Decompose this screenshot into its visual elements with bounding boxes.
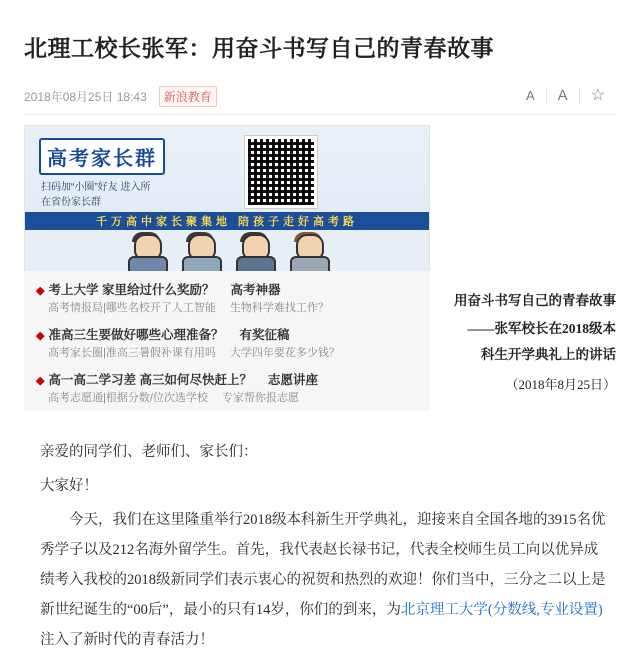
speech-heading-line-3: 科生开学典礼上的讲话	[481, 347, 616, 362]
illustration-person	[180, 232, 220, 272]
related-sub-right[interactable]: 专家帮你报志愿	[221, 392, 299, 404]
qr-code-icon	[245, 136, 317, 208]
article-body	[40, 437, 610, 659]
link-majors[interactable]: 专业设置	[539, 602, 598, 618]
related-sub-left[interactable]: 高考情报局|	[48, 302, 106, 314]
related-headline	[36, 371, 418, 390]
promo-title: 高考家长群	[39, 138, 165, 175]
link-comma: ,	[536, 602, 540, 618]
source-badge[interactable]: 新浪教育	[159, 86, 217, 107]
related-sub-left[interactable]: 高考志愿通|	[48, 392, 106, 404]
illustration-person	[234, 232, 274, 272]
speech-heading-line-1: 用奋斗书写自己的青春故事	[454, 293, 616, 308]
related-item	[36, 326, 418, 362]
promo-illustration	[25, 230, 429, 272]
speech-heading-line-2: ——张军校长在2018级本	[467, 321, 616, 336]
promo-subtitle: 扫码加“小圈”好友 进入所在省份家长群	[41, 182, 151, 208]
related-subline	[36, 300, 418, 317]
related-item	[36, 281, 418, 317]
related-sub-right[interactable]: 生物科学难找工作？	[229, 302, 329, 314]
related-sub-right[interactable]: 大学四年要花多少钱？	[229, 347, 340, 359]
font-size-large-button[interactable]: A	[557, 87, 568, 104]
related-headline-left[interactable]: 准高三生要做好哪些心理准备？	[48, 328, 224, 342]
body-paragraph-1	[40, 505, 610, 655]
related-sub-mid[interactable]: 哪些名校开了人工智能	[105, 302, 216, 314]
bullet-icon: ◆	[36, 330, 45, 342]
illustration-person	[288, 232, 328, 272]
related-headline-right[interactable]: 有奖征稿	[239, 328, 290, 342]
speech-heading	[440, 286, 616, 402]
body-paragraph-1-text-b: 注入了新时代的青春活力！	[40, 632, 214, 648]
page-title: 北理工校长张军：用奋斗书写自己的青春故事	[24, 35, 494, 62]
link-paren-close: )	[597, 602, 603, 618]
related-links-box	[24, 271, 430, 411]
promo-banner[interactable]	[24, 125, 430, 271]
favorite-star-icon[interactable]: ☆	[590, 87, 605, 104]
body-greeting: 大家好！	[40, 478, 98, 494]
related-headline-left[interactable]: 考上大学 家里给过什么奖励？	[48, 283, 215, 297]
bullet-icon: ◆	[36, 285, 45, 297]
related-subline	[36, 390, 418, 407]
font-size-small-button[interactable]: A	[525, 88, 535, 103]
article-tools	[515, 87, 616, 105]
related-sub-left[interactable]: 高考家长圈|	[48, 347, 106, 359]
link-score-line[interactable]: 分数线	[492, 602, 537, 618]
related-headline-right[interactable]: 高考神器	[230, 283, 281, 297]
link-beijing-institute-of-technology[interactable]: 北京理工大学	[400, 602, 488, 618]
publish-date: 2018年08月25日 18:43	[24, 89, 147, 104]
related-headline-left[interactable]: 高一高二学习差 高三如何尽快赶上？	[48, 373, 252, 387]
related-headline	[36, 326, 418, 345]
link-paren-open: (	[487, 602, 493, 618]
body-salutation: 亲爱的同学们、老师们、家长们：	[40, 444, 258, 460]
body-paragraph-1-text-a: 今天，我们在这里隆重举行2018级本科新生开学典礼，迎接来自全国各地的3915名优秀学子以及212名海外留学生。首先，我代表赵长禄书记，代表全校师生员工向以优异成绩考入我校的2018级新同学们表示衷心的祝贺和热烈的欢迎！你们当中，三分之二以上是新世纪诞生的“00后”，最小的只有14岁，你们的到来，为	[40, 512, 606, 618]
related-sub-mid[interactable]: 根据分数/位次选学校	[105, 392, 208, 404]
related-item	[36, 371, 418, 407]
article-meta-row	[24, 78, 616, 115]
related-headline	[36, 281, 418, 300]
related-subline	[36, 345, 418, 362]
related-sub-mid[interactable]: 准高三暑假补课有用吗	[105, 347, 216, 359]
promo-strip-text: 千万高中家长聚集地 陪孩子走好高考路	[25, 212, 429, 230]
speech-heading-date: （2018年8月25日）	[505, 377, 616, 392]
illustration-person	[126, 232, 166, 272]
related-headline-right[interactable]: 志愿讲座	[267, 373, 318, 387]
bullet-icon: ◆	[36, 375, 45, 387]
